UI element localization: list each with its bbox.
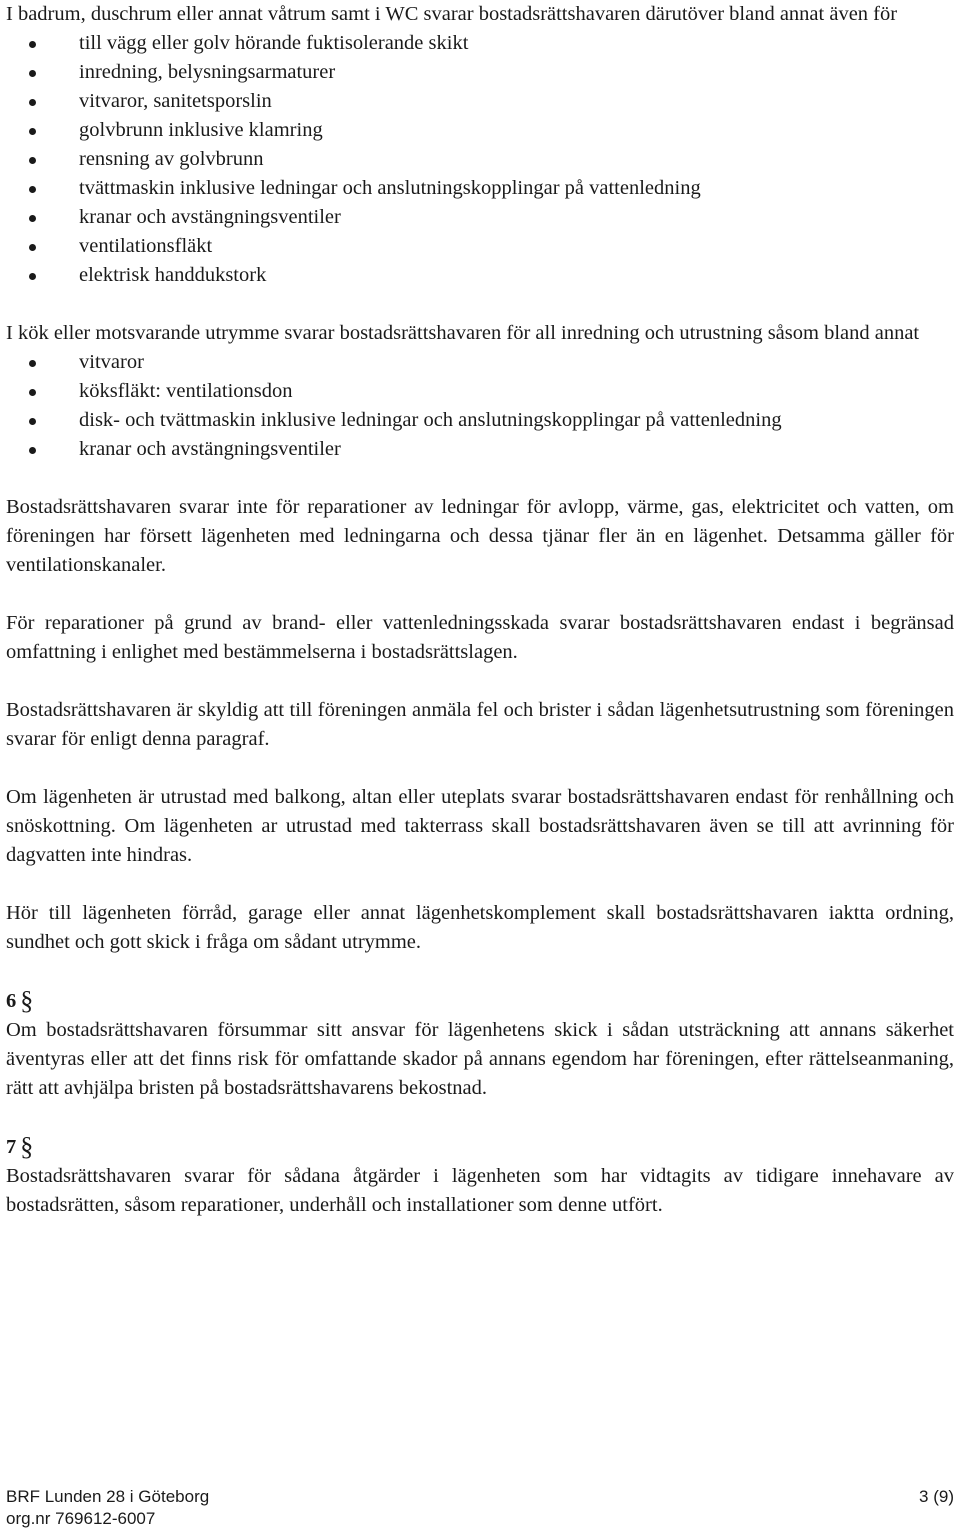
list-item: ventilationsfläkt (6, 232, 954, 261)
list-item: golvbrunn inklusive klamring (6, 116, 954, 145)
bullet-icon (29, 360, 36, 367)
bullet-icon (29, 70, 36, 77)
balcony-paragraph: Om lägenheten är utrustad med balkong, altan eller uteplats svarar bostadsrättshavaren endast för renhållning och snöskottning. Om lägenheten ar utrustad med takterrass skall bostadsrättshavaren även se till att avrinning för dagvatten inte hindras. (6, 786, 954, 866)
list-item: elektrisk handdukstork (6, 261, 954, 290)
bullet-icon (29, 244, 36, 251)
section-7-heading: 7 § (6, 1132, 34, 1161)
wet-room-intro: I badrum, duschrum eller annat våtrum samt i WC svarar bostadsrättshavaren därutöver bland annat även för (6, 3, 898, 25)
bullet-icon (29, 447, 36, 454)
list-item: kranar och avstängningsventiler (6, 203, 954, 232)
bullet-icon (29, 157, 36, 164)
list-item: disk- och tvättmaskin inklusive ledningar och anslutningskopplingar på vattenledning (6, 406, 954, 435)
section-7-text: Bostadsrättshavaren svarar för sådana åtgärder i lägenheten som har vidtagits av tidigare innehavare av bostadsrätten, såsom reparationer, underhåll och installationer som denne utfört. (6, 1165, 954, 1216)
list-item: tvättmaskin inklusive ledningar och anslutningskopplingar på vattenledning (6, 174, 954, 203)
bullet-icon (29, 215, 36, 222)
kitchen-list (6, 348, 954, 464)
paragraph-sign-icon: § (20, 986, 34, 1015)
section-6-text: Om bostadsrättshavaren försummar sitt ansvar för lägenhetens skick i sådan utsträckning att annans säkerhet äventyras eller att det finns risk för omfattande skador på annans egendom har föreningen, efter rättelseanmaning, rätt att avhjälpa bristen på bostadsrättshavarens bekostnad. (6, 1019, 954, 1099)
document-body (6, 0, 954, 1220)
bullet-icon (29, 418, 36, 425)
bullet-icon (29, 186, 36, 193)
list-item: köksfläkt: ventilationsdon (6, 377, 954, 406)
kitchen-intro: I kök eller motsvarande utrymme svarar bostadsrättshavaren för all inredning och utrustning såsom bland annat (6, 322, 920, 344)
footer-org-name: BRF Lunden 28 i Göteborg (6, 1487, 210, 1506)
list-item: vitvaror (6, 348, 954, 377)
page-footer (6, 1486, 954, 1530)
bullet-icon (29, 99, 36, 106)
fire-paragraph: För reparationer på grund av brand- eller vattenledningsskada svarar bostadsrättshavaren endast i begränsad omfattning i enlighet med bestämmelserna i bostadsrättslagen. (6, 612, 954, 663)
section-6-heading: 6 § (6, 986, 34, 1015)
footer-org-number: org.nr 769612-6007 (6, 1509, 156, 1528)
footer-page-number: 3 (9) (919, 1487, 954, 1506)
list-item: vitvaror, sanitetsporslin (6, 87, 954, 116)
list-item: till vägg eller golv hörande fuktisolerande skikt (6, 29, 954, 58)
bullet-icon (29, 273, 36, 280)
list-item: rensning av golvbrunn (6, 145, 954, 174)
bullet-icon (29, 389, 36, 396)
paragraph-sign-icon: § (20, 1132, 34, 1161)
bullet-icon (29, 128, 36, 135)
report-paragraph: Bostadsrättshavaren är skyldig att till föreningen anmäla fel och brister i sådan lägenhetsutrustning som föreningen svarar för enligt denna paragraf. (6, 699, 954, 750)
pipes-paragraph: Bostadsrättshavaren svarar inte för reparationer av ledningar för avlopp, värme, gas, elektricitet och vatten, om föreningen har försett lägenheten med ledningarna och dessa tjänar fler än en lägenhet. Detsamma gäller för ventilationskanaler. (6, 496, 954, 576)
list-item: inredning, belysningsarmaturer (6, 58, 954, 87)
wet-room-list (6, 29, 954, 290)
list-item: kranar och avstängningsventiler (6, 435, 954, 464)
bullet-icon (29, 41, 36, 48)
storage-paragraph: Hör till lägenheten förråd, garage eller annat lägenhetskomplement skall bostadsrättshavaren iaktta ordning, sundhet och gott skick i fråga om sådant utrymme. (6, 902, 954, 953)
